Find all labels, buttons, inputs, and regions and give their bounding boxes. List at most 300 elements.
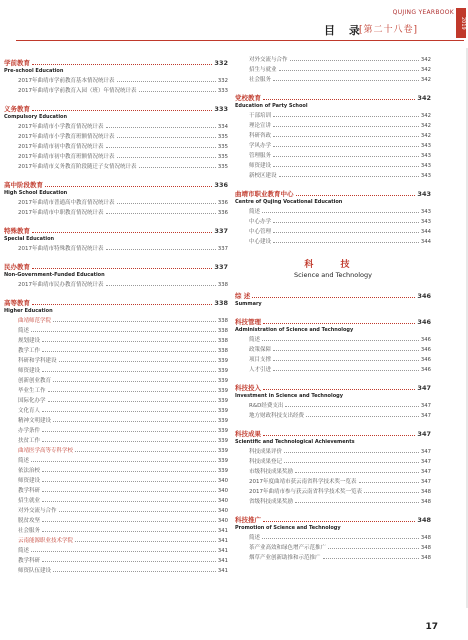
toc-section-english: High School Education [4, 190, 68, 196]
toc-entry-title: 学风办学 [249, 143, 272, 149]
toc-page-number: 344 [420, 239, 431, 245]
toc-entry[interactable] [235, 217, 431, 227]
toc-entry[interactable] [235, 141, 431, 151]
toc-entry-title: 师资建设 [249, 163, 272, 169]
toc-entry[interactable] [4, 406, 228, 416]
toc-section-title: 科技成果 [235, 430, 261, 438]
toc-entry-title: 扶贫工作 [18, 438, 41, 444]
dot-leader [117, 203, 216, 204]
toc-entry-title: 曲靖医学高等专科学校 [18, 448, 74, 454]
toc-entry[interactable] [4, 396, 228, 406]
toc-entry[interactable] [235, 207, 431, 217]
dot-leader [252, 297, 415, 298]
toc-page-number: 338 [217, 338, 228, 344]
toc-entry-title: 2017年曲靖市初中教育班额情况统计表 [18, 154, 115, 160]
dot-leader [117, 81, 216, 82]
toc-entry[interactable] [4, 162, 228, 172]
year-badge: 2019 [456, 8, 466, 38]
toc-entry-title: 教学科研 [18, 488, 41, 494]
toc-entry[interactable] [235, 467, 431, 477]
toc-entry-title: 干部培训 [249, 113, 272, 119]
toc-page-number: 347 [420, 413, 431, 419]
page-number: 17 [425, 622, 438, 632]
toc-page-number: 343 [420, 173, 431, 179]
spacer [235, 507, 431, 512]
toc-entry[interactable] [235, 543, 431, 553]
toc-section[interactable] [235, 317, 431, 326]
toc-page-number: 337 [214, 227, 228, 235]
dot-leader [42, 441, 216, 442]
toc-page-number: 332 [217, 78, 228, 84]
dot-leader [53, 321, 216, 322]
dot-leader [273, 370, 419, 371]
dot-leader [284, 462, 419, 463]
toc-entry-title: 简述 [18, 458, 30, 464]
toc-page-number: 342 [420, 67, 431, 73]
toc-entry-title: 2017年曲靖市普通高中教育情况统计表 [18, 200, 115, 206]
toc-right-column [235, 55, 431, 563]
dot-leader [273, 232, 419, 233]
toc-page-number: 335 [217, 144, 228, 150]
toc-left-column [4, 55, 228, 576]
dot-leader [53, 381, 216, 382]
toc-entry[interactable] [4, 536, 228, 546]
spacer [4, 254, 228, 259]
toc-entry[interactable] [4, 556, 228, 566]
toc-entry[interactable] [235, 121, 431, 131]
toc-page-number: 341 [217, 528, 228, 534]
toc-entry[interactable] [4, 122, 228, 132]
toc-entry-title: 科技成果评价 [249, 449, 283, 455]
volume-label: [第二十八卷] [359, 25, 419, 35]
dot-leader [285, 406, 419, 407]
dot-leader [262, 340, 419, 341]
header-rule [16, 40, 464, 41]
toc-page-number: 339 [217, 358, 228, 364]
dot-leader [273, 126, 419, 127]
dot-leader [273, 222, 419, 223]
toc-entry[interactable] [235, 171, 431, 181]
toc-section-title: 高等教育 [4, 299, 30, 307]
dot-leader [273, 116, 419, 117]
toc-page-number: 336 [217, 210, 228, 216]
toc-entry-title: 招生与就业 [249, 67, 277, 73]
dot-leader [42, 341, 216, 342]
toc-entry[interactable] [235, 237, 431, 247]
toc-entry-title: 政策保障 [249, 347, 272, 353]
toc-page-number: 339 [217, 468, 228, 474]
toc-page-number: 334 [217, 124, 228, 130]
toc-section[interactable] [4, 262, 228, 271]
toc-entry[interactable] [4, 346, 228, 356]
toc-entry[interactable] [4, 356, 228, 366]
toc-entry[interactable] [4, 244, 228, 254]
toc-entry[interactable] [235, 497, 431, 507]
toc-entry-title: 创新创业教育 [18, 378, 52, 384]
toc-entry-title: 简述 [18, 548, 30, 554]
toc-page-number: 336 [214, 181, 228, 189]
toc-entry[interactable] [235, 457, 431, 467]
toc-section-title: 科技管理 [235, 318, 261, 326]
toc-entry-title: 云南能源职业技术学院 [18, 538, 74, 544]
toc-entry-title: 人才引进 [249, 367, 272, 373]
dot-leader [53, 571, 216, 572]
toc-entry-title: 科技成果登记 [249, 459, 283, 465]
toc-entry[interactable] [4, 142, 228, 152]
dot-leader [117, 137, 216, 138]
toc-entry[interactable] [4, 466, 228, 476]
toc-page-number: 348 [417, 516, 431, 524]
toc-page-number: 341 [217, 538, 228, 544]
toc-entry[interactable] [4, 280, 228, 290]
toc-page-number: 337 [217, 246, 228, 252]
toc-section[interactable] [235, 383, 431, 392]
toc-section[interactable] [4, 104, 228, 113]
toc-section-english: Summary [235, 301, 262, 307]
dot-leader [364, 492, 419, 493]
toc-entry-title: 2017年曲靖市小学教育班额情况统计表 [18, 134, 115, 140]
toc-entry-title: 2017年曲靖市初中教育情况统计表 [18, 144, 104, 150]
toc-entry-title: 科研咨政 [249, 133, 272, 139]
toc-entry[interactable] [4, 198, 228, 208]
toc-section-english: Administration of Science and Technology [235, 327, 354, 333]
dot-leader [31, 461, 216, 462]
dot-leader [106, 127, 216, 128]
toc-entry[interactable] [235, 111, 431, 121]
toc-page-number: 347 [420, 469, 431, 475]
toc-entry[interactable] [235, 335, 431, 345]
toc-page-number: 339 [217, 408, 228, 414]
toc-page-number: 335 [217, 134, 228, 140]
toc-section-title: 特殊教育 [4, 227, 30, 235]
toc-entry-title: 2017年曲靖市小学教育情况统计表 [18, 124, 104, 130]
dot-leader [263, 521, 415, 522]
toc-section[interactable] [235, 291, 431, 300]
toc-entry-title: 理论宣讲 [249, 123, 272, 129]
toc-entry-title: R&D经费支出 [249, 403, 284, 409]
dot-leader [273, 80, 419, 81]
dot-leader [106, 213, 216, 214]
toc-page-number: 343 [420, 143, 431, 149]
part-heading [235, 257, 431, 285]
dot-leader [59, 511, 216, 512]
dot-leader [31, 331, 216, 332]
toc-section-english: Special Education [4, 236, 55, 242]
toc-page-number: 343 [417, 190, 431, 198]
toc-section-english: Investment in Science and Technology [235, 393, 343, 399]
toc-section[interactable] [4, 226, 228, 235]
dot-leader [139, 91, 216, 92]
dot-leader [42, 481, 216, 482]
toc-entry[interactable] [235, 161, 431, 171]
toc-section-title: 科技推广 [235, 516, 261, 524]
toc-entry-title: 脱贫攻坚 [18, 518, 41, 524]
part-heading-zh: 科 技 [304, 260, 362, 270]
toc-section-english: Education of Party School [235, 103, 308, 109]
toc-entry[interactable] [4, 416, 228, 426]
dot-leader [273, 242, 419, 243]
toc-page-number: 346 [417, 318, 431, 326]
toc-section-title: 民办教育 [4, 263, 30, 271]
toc-page-number: 342 [417, 94, 431, 102]
toc-page-number: 342 [420, 113, 431, 119]
toc-entry[interactable] [235, 401, 431, 411]
toc-page-number: 346 [420, 347, 431, 353]
toc-page-number: 348 [420, 545, 431, 551]
dot-leader [31, 551, 216, 552]
toc-entry[interactable] [4, 496, 228, 506]
toc-page-number: 337 [214, 263, 228, 271]
toc-entry-title: 文化育人 [18, 408, 41, 414]
toc-entry-title: 社会服务 [249, 77, 272, 83]
toc-entry-title: 项目支撑 [249, 357, 272, 363]
toc-entry[interactable] [4, 506, 228, 516]
toc-section-title: 曲靖市职业教育中心 [235, 190, 294, 198]
toc-page-number: 335 [217, 154, 228, 160]
toc-entry-title: 中心办学 [249, 219, 272, 225]
dot-leader [295, 502, 419, 503]
toc-entry[interactable] [235, 355, 431, 365]
toc-entry-title: 2017年曲靖市参与获云南省科学技术奖一览表 [249, 489, 362, 495]
toc-page-number: 343 [420, 219, 431, 225]
toc-entry-title: 社会服务 [18, 528, 41, 534]
toc-section-title: 义务教育 [4, 105, 30, 113]
toc-page-number: 338 [217, 318, 228, 324]
toc-entry-title: 对外交流与合作 [18, 508, 57, 514]
toc-entry[interactable] [235, 345, 431, 355]
page-title: 目 录 [324, 24, 365, 37]
toc-entry-title: 2017年曲靖市学前教育基本情况统计表 [18, 78, 115, 84]
toc-page-number: 342 [420, 57, 431, 63]
toc-entry-title: 对外交流与合作 [249, 57, 288, 63]
spacer [4, 96, 228, 101]
toc-section[interactable] [235, 93, 431, 102]
toc-page-number: 340 [217, 478, 228, 484]
dot-leader [32, 64, 212, 65]
toc-entry[interactable] [4, 76, 228, 86]
dot-leader [106, 249, 216, 250]
toc-section-title: 党校教育 [235, 94, 261, 102]
toc-entry-title: 国际化办学 [18, 398, 46, 404]
toc-section[interactable] [235, 189, 431, 198]
toc-section[interactable] [4, 298, 228, 307]
toc-page-number: 339 [217, 438, 228, 444]
toc-page-number: 343 [420, 163, 431, 169]
dot-leader [42, 371, 216, 372]
dot-leader [263, 389, 415, 390]
toc-page-number: 342 [420, 123, 431, 129]
toc-entry-title: 教学工作 [18, 348, 41, 354]
toc-entry-title: 规划建设 [18, 338, 41, 344]
toc-entry[interactable] [4, 526, 228, 536]
toc-page-number: 344 [420, 229, 431, 235]
toc-section-title: 综 述 [235, 292, 251, 300]
toc-page-number: 339 [217, 428, 228, 434]
dot-leader [295, 472, 419, 473]
toc-entry[interactable] [235, 131, 431, 141]
toc-entry-title: 中心建设 [249, 239, 272, 245]
toc-entry-title: 精神文明建设 [18, 418, 52, 424]
toc-entry[interactable] [4, 486, 228, 496]
toc-page-number: 347 [417, 384, 431, 392]
toc-entry-title: 烟草产业创新助推和示范推广 [249, 555, 321, 561]
dot-leader [32, 268, 212, 269]
toc-entry[interactable] [235, 227, 431, 237]
toc-entry[interactable] [4, 546, 228, 556]
toc-entry[interactable] [235, 487, 431, 497]
toc-entry[interactable] [4, 132, 228, 142]
dot-leader [262, 538, 419, 539]
toc-section-english: Non-Government-Funded Education [4, 272, 105, 278]
dot-leader [42, 351, 216, 352]
toc-page-number: 339 [217, 448, 228, 454]
toc-section-english: Higher Education [4, 308, 53, 314]
dot-leader [32, 110, 212, 111]
toc-page-number: 348 [420, 499, 431, 505]
toc-page-number: 340 [217, 498, 228, 504]
toc-entry[interactable] [235, 365, 431, 375]
toc-page-number: 347 [420, 403, 431, 409]
spacer [4, 172, 228, 177]
toc-entry[interactable] [4, 326, 228, 336]
toc-page-number: 341 [217, 558, 228, 564]
toc-entry-title: 教学科研 [18, 558, 41, 564]
toc-page-number: 339 [217, 458, 228, 464]
toc-page-number: 340 [217, 508, 228, 514]
toc-entry[interactable] [235, 553, 431, 563]
toc-entry[interactable] [235, 65, 431, 75]
toc-entry[interactable] [4, 566, 228, 576]
toc-entry-title: 简述 [249, 209, 261, 215]
dot-leader [284, 452, 419, 453]
toc-page-number: 348 [420, 535, 431, 541]
dot-leader [306, 416, 419, 417]
toc-section[interactable] [4, 58, 228, 67]
dot-leader [139, 167, 216, 168]
dot-leader [48, 391, 216, 392]
toc-entry[interactable] [4, 386, 228, 396]
toc-section-title: 高中阶段教育 [4, 181, 43, 189]
dot-leader [48, 401, 216, 402]
dot-leader [323, 558, 419, 559]
toc-entry[interactable] [4, 446, 228, 456]
toc-entry[interactable] [4, 208, 228, 218]
toc-entry-title: 依法治校 [18, 468, 41, 474]
toc-entry[interactable] [4, 86, 228, 96]
dot-leader [290, 60, 419, 61]
toc-entry-title: 地方财政科技支出经费 [249, 413, 305, 419]
toc-section-title: 科技投入 [235, 384, 261, 392]
dot-leader [42, 491, 216, 492]
toc-page-number: 338 [217, 328, 228, 334]
toc-page-number: 346 [420, 367, 431, 373]
toc-entry[interactable] [4, 516, 228, 526]
dot-leader [45, 186, 212, 187]
toc-page-number: 339 [217, 398, 228, 404]
toc-section[interactable] [235, 429, 431, 438]
toc-entry[interactable] [4, 476, 228, 486]
toc-entry[interactable] [4, 316, 228, 326]
spacer [235, 375, 431, 380]
dot-leader [42, 521, 216, 522]
toc-page-number: 339 [217, 388, 228, 394]
toc-entry-title: 毕业生工作 [18, 388, 46, 394]
toc-section-english: Promotion of Science and Technology [235, 525, 341, 531]
dot-leader [42, 561, 216, 562]
dot-leader [42, 411, 216, 412]
dot-leader [106, 147, 216, 148]
dot-leader [273, 136, 419, 137]
toc-entry-title: 茶产业高效和绿色增产示范推广 [249, 545, 327, 551]
dot-leader [263, 435, 415, 436]
toc-section-title: 学前教育 [4, 59, 30, 67]
toc-entry-title: 市级科技成果奖励 [249, 469, 294, 475]
part-heading-en: Science and Technology [294, 271, 372, 279]
dot-leader [32, 304, 212, 305]
toc-entry-title: 省级科技成果奖励 [249, 499, 294, 505]
toc-page-number: 338 [217, 348, 228, 354]
toc-entry-title: 新校区建设 [249, 173, 277, 179]
toc-section-english: Scientific and Technological Achievements [235, 439, 355, 445]
toc-entry[interactable] [235, 151, 431, 161]
toc-page-number: 347 [417, 430, 431, 438]
toc-entry-title: 2017年曲靖市中职教育情况统计表 [18, 210, 104, 216]
page-header [0, 0, 468, 50]
toc-section-english: Centre of Qujing Vocational Education [235, 199, 343, 205]
toc-entry-title: 师资队伍建设 [18, 568, 52, 574]
toc-section[interactable] [4, 180, 228, 189]
toc-section-english: Pre-school Education [4, 68, 64, 74]
toc-page-number: 340 [217, 488, 228, 494]
toc-page-number: 336 [217, 200, 228, 206]
toc-page-number: 341 [217, 568, 228, 574]
toc-entry-title: 师资建设 [18, 478, 41, 484]
toc-entry[interactable] [4, 436, 228, 446]
toc-entry[interactable] [4, 152, 228, 162]
toc-page-number: 343 [420, 209, 431, 215]
spacer [235, 309, 431, 314]
toc-page-number: 335 [217, 164, 228, 170]
dot-leader [106, 285, 216, 286]
toc-entry[interactable] [235, 55, 431, 65]
toc-page-number: 339 [217, 368, 228, 374]
toc-entry[interactable] [4, 426, 228, 436]
toc-entry-title: 2017年曲靖市特殊教育情况统计表 [18, 246, 104, 252]
dot-leader [59, 361, 216, 362]
toc-entry[interactable] [235, 411, 431, 421]
dot-leader [75, 451, 216, 452]
toc-entry-title: 2017年度曲靖市获云南省科学技术奖一览表 [249, 479, 357, 485]
toc-entry-title: 科研和学科建设 [18, 358, 57, 364]
toc-entry[interactable] [235, 477, 431, 487]
toc-page-number: 332 [214, 59, 228, 67]
toc-entry[interactable] [4, 366, 228, 376]
toc-entry[interactable] [235, 75, 431, 85]
toc-entry[interactable] [4, 336, 228, 346]
dot-leader [296, 195, 416, 196]
toc-entry[interactable] [235, 533, 431, 543]
dot-leader [32, 232, 212, 233]
toc-page-number: 343 [420, 153, 431, 159]
toc-entry[interactable] [235, 447, 431, 457]
dot-leader [328, 548, 419, 549]
toc-entry[interactable] [4, 376, 228, 386]
dot-leader [42, 431, 216, 432]
toc-entry-title: 中心管理 [249, 229, 272, 235]
spacer [235, 181, 431, 186]
toc-entry[interactable] [4, 456, 228, 466]
toc-section[interactable] [235, 515, 431, 524]
